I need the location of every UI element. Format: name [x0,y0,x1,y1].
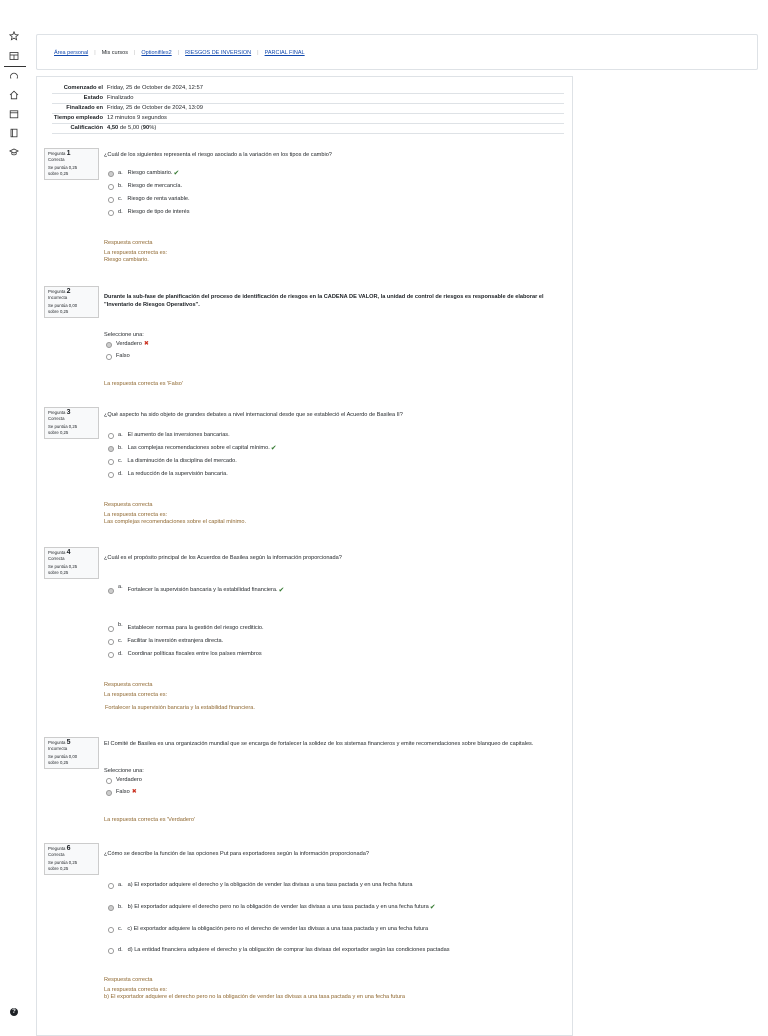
question-text-6: ¿Cómo se describe la función de las opciones Put para exportadores según la información proporcionada? [104,851,369,857]
check-icon: ✔ [270,445,277,452]
option-text: Verdadero [116,777,142,783]
breadcrumb-item-course[interactable]: Optionifiles2 [141,50,172,56]
option-1d[interactable] [108,209,190,216]
feedback-1 [104,240,167,265]
breadcrumb-separator: | [94,50,96,56]
feedback-correct-label: La respuesta correcta es: [104,511,168,518]
radio-button[interactable] [106,354,112,360]
help-icon[interactable]: ? [10,1008,18,1016]
radio-button[interactable] [108,459,114,465]
radio-button[interactable] [108,883,114,889]
question-score: Se puntúa 0,00 sobre 0,25 [48,303,78,314]
breadcrumb-item-mis-cursos[interactable]: Mis cursos [101,50,128,56]
question-label: Pregunta [48,740,66,745]
option-text: c) El exportador adquiere la obligación pero no el derecho de vender las divisas a una tasa pactada y en una fecha futura [127,926,429,932]
option-4a[interactable] [108,584,285,594]
option-6d[interactable] [108,947,450,954]
question-number: 2 [66,288,71,295]
summary-value: 12 minutos 9 segundos [107,115,167,121]
star-icon[interactable] [9,31,19,41]
option-letter: a. [118,432,123,438]
radio-button[interactable] [106,342,112,348]
dashboard-icon[interactable] [9,51,19,61]
option-text: Riesgo de tipo de interés [127,209,190,215]
breadcrumb-separator: | [257,50,259,56]
summary-label: Finalizado en [66,105,103,111]
question-text-4: ¿Cuál es el propósito principal de los Acuerdos de Basilea según la información proporcionada? [104,555,342,561]
option-letter: c. [118,926,123,932]
cross-icon: ✖ [143,341,149,347]
grade-mid: de 5,00 ( [118,125,143,131]
radio-button[interactable] [108,446,114,452]
option-letter: a. [118,882,123,888]
question-status: Correcta [48,156,65,162]
option-text: Riesgo de renta variable. [127,196,190,202]
summary-row-finished [52,104,564,114]
question-number: 3 [66,409,71,416]
option-text: Riesgo de mercancía. [127,183,183,189]
summary-value: Friday, 25 de October de 2024, 13:09 [107,105,203,111]
option-3d[interactable] [108,471,228,478]
question-info-5 [44,737,99,769]
grade-percent: 90 [142,125,150,131]
option-text: Fortalecer la supervisión bancaria y la estabilidad financiera. [127,587,278,593]
option-5-false[interactable] [106,789,137,796]
question-number: 1 [66,150,71,157]
breadcrumb-separator: | [133,50,136,56]
feedback-4 [104,682,255,713]
radio-button[interactable] [108,927,114,933]
question-label: Pregunta [48,410,66,415]
check-icon: ✔ [429,904,436,911]
check-icon: ✔ [278,587,285,594]
summary-label: Tiempo empleado [53,115,103,121]
radio-button[interactable] [108,639,114,645]
radio-button[interactable] [108,652,114,658]
question-info-1 [44,148,99,180]
option-1c[interactable] [108,196,190,203]
breadcrumb-container [36,34,758,70]
summary-row-time [52,114,564,124]
feedback-5: La respuesta correcta es 'Verdadero' [104,817,196,823]
breadcrumb-separator: | [177,50,180,56]
option-2-false[interactable] [106,353,130,360]
option-4b[interactable] [108,622,264,632]
option-6a[interactable] [108,882,413,889]
feedback-2: La respuesta correcta es 'Falso' [104,381,183,387]
feedback-result: Respuesta correcta [104,502,153,508]
feedback-correct-answer: b) El exportador adquiere el derecho pero no la obligación de vender las divisas a una tasa pactada y en una fecha futura [104,994,406,1000]
question-number: 5 [66,739,71,746]
question-number: 6 [66,845,71,852]
question-label: Pregunta [48,151,66,156]
question-text-5: El Comité de Basilea es una organización mundial que se encarga de fortalecer la solidez de los sistemas financieros y emite recomendaciones sobre blanqueo de capitales. [104,741,534,747]
question-status: Correcta [48,555,65,561]
summary-row-grade [52,124,564,134]
summary-label: Estado [83,95,103,101]
summary-label: Calificación [70,125,103,131]
option-text: Coordinar políticas fiscales entre los países miembros [127,651,262,657]
summary-grade-value [107,124,564,133]
graduation-cap-icon[interactable] [9,147,19,157]
radio-button[interactable] [108,588,114,594]
option-letter: b. [118,904,123,910]
question-text-2: Durante la sub-fase de planificación del proceso de identificación de riesgos en la CADENA DE VALOR, la unidad de control de riesgos es responsable de elaborar el "Inventario de Riesgos Operativos". [104,294,544,308]
radio-button[interactable] [108,171,114,177]
option-text: El aumento de las inversiones bancarias. [127,432,230,438]
option-text: Las complejas recomendaciones sobre el capital mínimo. [127,445,270,451]
option-3b[interactable] [108,445,277,452]
option-letter: c. [118,638,123,644]
option-letter: b. [118,183,123,189]
question-label: Pregunta [48,550,66,555]
option-4c[interactable] [108,638,223,645]
check-icon: ✔ [173,170,180,177]
radio-button[interactable] [108,472,114,478]
summary-label: Comenzado el [63,85,103,91]
feedback-3 [104,502,246,527]
question-number: 4 [66,549,71,556]
select-one-label: Seleccione una: [104,768,144,774]
radio-button[interactable] [108,905,114,911]
feedback-correct-label: La respuesta correcta es: [104,249,168,256]
home-icon[interactable] [9,90,19,100]
radio-button[interactable] [106,778,112,784]
option-3a[interactable] [108,432,230,439]
feedback-correct-answer: Riesgo cambiario. [104,257,149,263]
question-score: Se puntúa 0,25 sobre 0,25 [48,860,78,871]
radio-button[interactable] [108,433,114,439]
option-letter: c. [118,196,123,202]
summary-value: Friday, 25 de October de 2024, 12:57 [107,85,203,91]
option-letter: d. [118,947,123,953]
feedback-correct-label: La respuesta correcta es: [104,691,168,698]
option-letter: a. [118,170,123,176]
option-1a[interactable] [108,170,179,177]
radio-button[interactable] [108,948,114,954]
option-text: La reducción de la supervisión bancaria. [127,471,228,477]
grade-end: %) [149,125,157,131]
question-label: Pregunta [48,846,66,851]
option-letter: c. [118,458,123,464]
question-status: Incorrecta [48,294,68,300]
breadcrumb-item-area-personal[interactable]: Área personal [54,50,89,56]
feedback-result: Respuesta correcta [104,977,153,983]
question-info-3 [44,407,99,439]
question-info-6 [44,843,99,875]
option-letter: d. [118,471,123,477]
radio-button[interactable] [108,197,114,203]
feedback-result: Respuesta correcta [104,682,153,688]
option-text: b) El exportador adquiere el derecho pero no la obligación de vender las divisas a una tasa pactada y en una fecha futura [127,904,429,910]
option-4d[interactable] [108,651,262,658]
feedback-result: Respuesta correcta [104,240,153,246]
question-score: Se puntúa 0,25 sobre 0,25 [48,165,78,176]
breadcrumb-item-quiz[interactable]: PARCIAL FINAL [264,50,305,56]
option-text: Riesgo cambiario. [127,170,173,176]
select-one-label: Seleccione una: [104,332,144,338]
attempt-summary-table [52,84,564,134]
feedback-correct-answer: Fortalecer la supervisión bancaria y la estabilidad financiera. [105,705,255,711]
option-text: Falso [116,353,130,359]
question-status: Incorrecta [48,745,68,751]
option-letter: d. [118,651,123,657]
option-letter: b. [118,622,123,628]
question-info-2 [44,286,99,318]
question-text-1: ¿Cuál de los siguientes representa el riesgo asociado a la variación en los tipos de cambio? [104,152,332,158]
option-6b[interactable] [108,904,436,911]
question-score: Se puntúa 0,25 sobre 0,25 [48,564,78,575]
option-2-true[interactable] [106,341,149,348]
option-letter: b. [118,445,123,451]
radio-button[interactable] [108,184,114,190]
question-score: Se puntúa 0,00 sobre 0,25 [48,754,78,765]
option-text: Facilitar la inversión extranjera directa. [127,638,224,644]
summary-value: Finalizado [107,95,134,101]
sidebar-divider [4,66,26,67]
dial-icon[interactable] [9,71,19,81]
question-info-4 [44,547,99,579]
breadcrumb-item-section[interactable]: RIESGOS DE INVERSION [185,50,252,56]
feedback-correct-label: La respuesta correcta es: [104,986,168,993]
option-text: La disminución de la disciplina del mercado. [127,458,237,464]
feedback-correct-answer: Las complejas recomendaciones sobre el capital mínimo. [104,519,247,525]
option-text: d) La entidad financiera adquiere el derecho y la obligación de comprar las divisas del exportador según las condiciones pactadas [127,947,450,953]
option-text: Establecer normas para la gestión del riesgo crediticio. [127,625,264,631]
question-score: Se puntúa 0,25 sobre 0,25 [48,424,78,435]
left-sidebar [0,0,28,1024]
calendar-icon[interactable] [9,109,19,119]
radio-button[interactable] [106,790,112,796]
grade-score: 4,50 [107,125,119,131]
summary-row-started [52,84,564,94]
breadcrumb [54,50,305,56]
cross-icon: ✖ [131,789,137,795]
question-text-3: ¿Qué aspecto ha sido objeto de grandes debates a nivel internacional desde que se estableció el Acuerdo de Basilea II? [104,412,403,418]
option-text: Falso [116,789,130,795]
option-letter: a. [118,584,123,590]
option-3c[interactable] [108,458,237,465]
option-5-true[interactable] [106,777,142,784]
question-status: Correcta [48,415,65,421]
question-label: Pregunta [48,289,66,294]
book-icon[interactable] [9,128,19,138]
option-1b[interactable] [108,183,182,190]
radio-button[interactable] [108,210,114,216]
option-text: a) El exportador adquiere el derecho y la obligación de vender las divisas a una tasa pactada y en una fecha futura [127,882,413,888]
question-status: Correcta [48,851,65,857]
option-6c[interactable] [108,926,428,933]
feedback-6 [104,977,405,1002]
option-text: Verdadero [116,341,142,347]
radio-button[interactable] [108,626,114,632]
option-letter: d. [118,209,123,215]
summary-row-state [52,94,564,104]
